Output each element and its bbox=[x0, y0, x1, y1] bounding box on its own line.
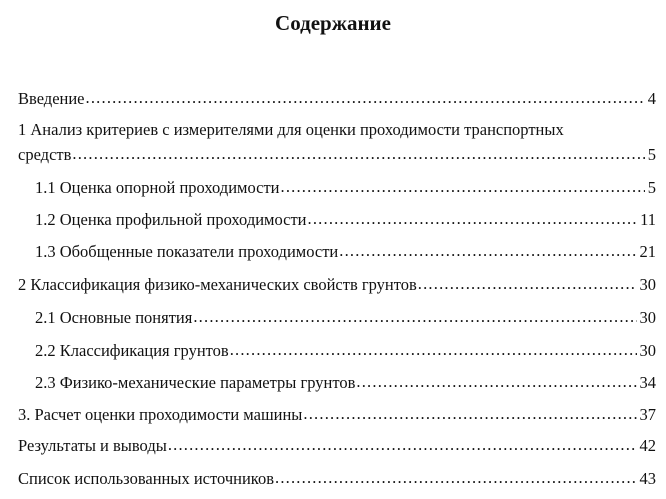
toc-entry-label: Результаты и выводы bbox=[18, 436, 167, 455]
dot-leader bbox=[230, 339, 637, 361]
toc-entry-chapter-3[interactable] bbox=[18, 400, 656, 426]
toc-entry-label: 2.3 Физико-механические параметры грунтов bbox=[35, 373, 356, 392]
toc-entry-section-1-1[interactable] bbox=[35, 173, 656, 199]
toc-entry-section-2-2[interactable] bbox=[35, 336, 656, 362]
toc-entry-label: Список использованных источников bbox=[18, 469, 274, 488]
dot-leader bbox=[339, 240, 636, 262]
page-title: Содержание bbox=[275, 11, 391, 35]
toc-entry-results[interactable] bbox=[18, 431, 656, 457]
toc-entry-section-2-3[interactable] bbox=[35, 368, 656, 394]
toc-entry-label-continued: средств bbox=[18, 145, 72, 164]
toc-page-number: 5 bbox=[647, 178, 656, 197]
toc-entry-section-1-3[interactable] bbox=[35, 237, 656, 263]
toc-entry-label: 1.2 Оценка профильной проходимости bbox=[35, 210, 307, 229]
dot-leader bbox=[86, 87, 645, 109]
toc-page-number: 21 bbox=[639, 242, 656, 261]
toc-entry-introduction[interactable] bbox=[18, 84, 656, 110]
dot-leader bbox=[418, 273, 637, 295]
toc-entry-chapter-1[interactable] bbox=[18, 140, 656, 166]
toc-page-number: 37 bbox=[639, 405, 656, 424]
dot-leader bbox=[275, 467, 637, 489]
dot-leader bbox=[303, 403, 636, 425]
toc-entry-label: 1 Анализ критериев с измерителями для оценки проходимости транспортных bbox=[18, 120, 564, 139]
dot-leader bbox=[168, 434, 637, 456]
toc-entry-label: 1.1 Оценка опорной проходимости bbox=[35, 178, 280, 197]
toc-entry-chapter-1-line1[interactable] bbox=[18, 115, 656, 141]
toc-entry-references[interactable] bbox=[18, 464, 656, 490]
dot-leader bbox=[308, 208, 638, 230]
dot-leader bbox=[281, 176, 645, 198]
toc-page-number: 34 bbox=[639, 373, 656, 392]
toc-page-number: 30 bbox=[639, 308, 656, 327]
toc-page-number: 30 bbox=[639, 275, 656, 294]
toc-entry-label: 2.2 Классификация грунтов bbox=[35, 341, 229, 360]
toc-entry-section-1-2[interactable] bbox=[35, 205, 656, 231]
toc-entry-label: Введение bbox=[18, 89, 85, 108]
toc-page-number: 4 bbox=[647, 89, 656, 108]
dot-leader bbox=[356, 371, 636, 393]
toc-page-number: 5 bbox=[647, 145, 656, 164]
dot-leader bbox=[193, 306, 636, 328]
toc-page-number: 11 bbox=[640, 210, 656, 229]
toc-entry-label: 2 Классификация физико-механических свойств грунтов bbox=[18, 275, 417, 294]
toc-page-number: 30 bbox=[639, 341, 656, 360]
toc-entry-label: 1.3 Обобщенные показатели проходимости bbox=[35, 242, 339, 261]
toc-entry-chapter-2[interactable] bbox=[18, 270, 656, 296]
dot-leader bbox=[72, 143, 644, 165]
toc-entry-section-2-1[interactable] bbox=[35, 303, 656, 329]
toc-entry-label: 2.1 Основные понятия bbox=[35, 308, 193, 327]
toc-page-number: 42 bbox=[639, 436, 656, 455]
toc-page-number: 43 bbox=[639, 469, 656, 488]
toc-entry-label: 3. Расчет оценки проходимости машины bbox=[18, 405, 303, 424]
